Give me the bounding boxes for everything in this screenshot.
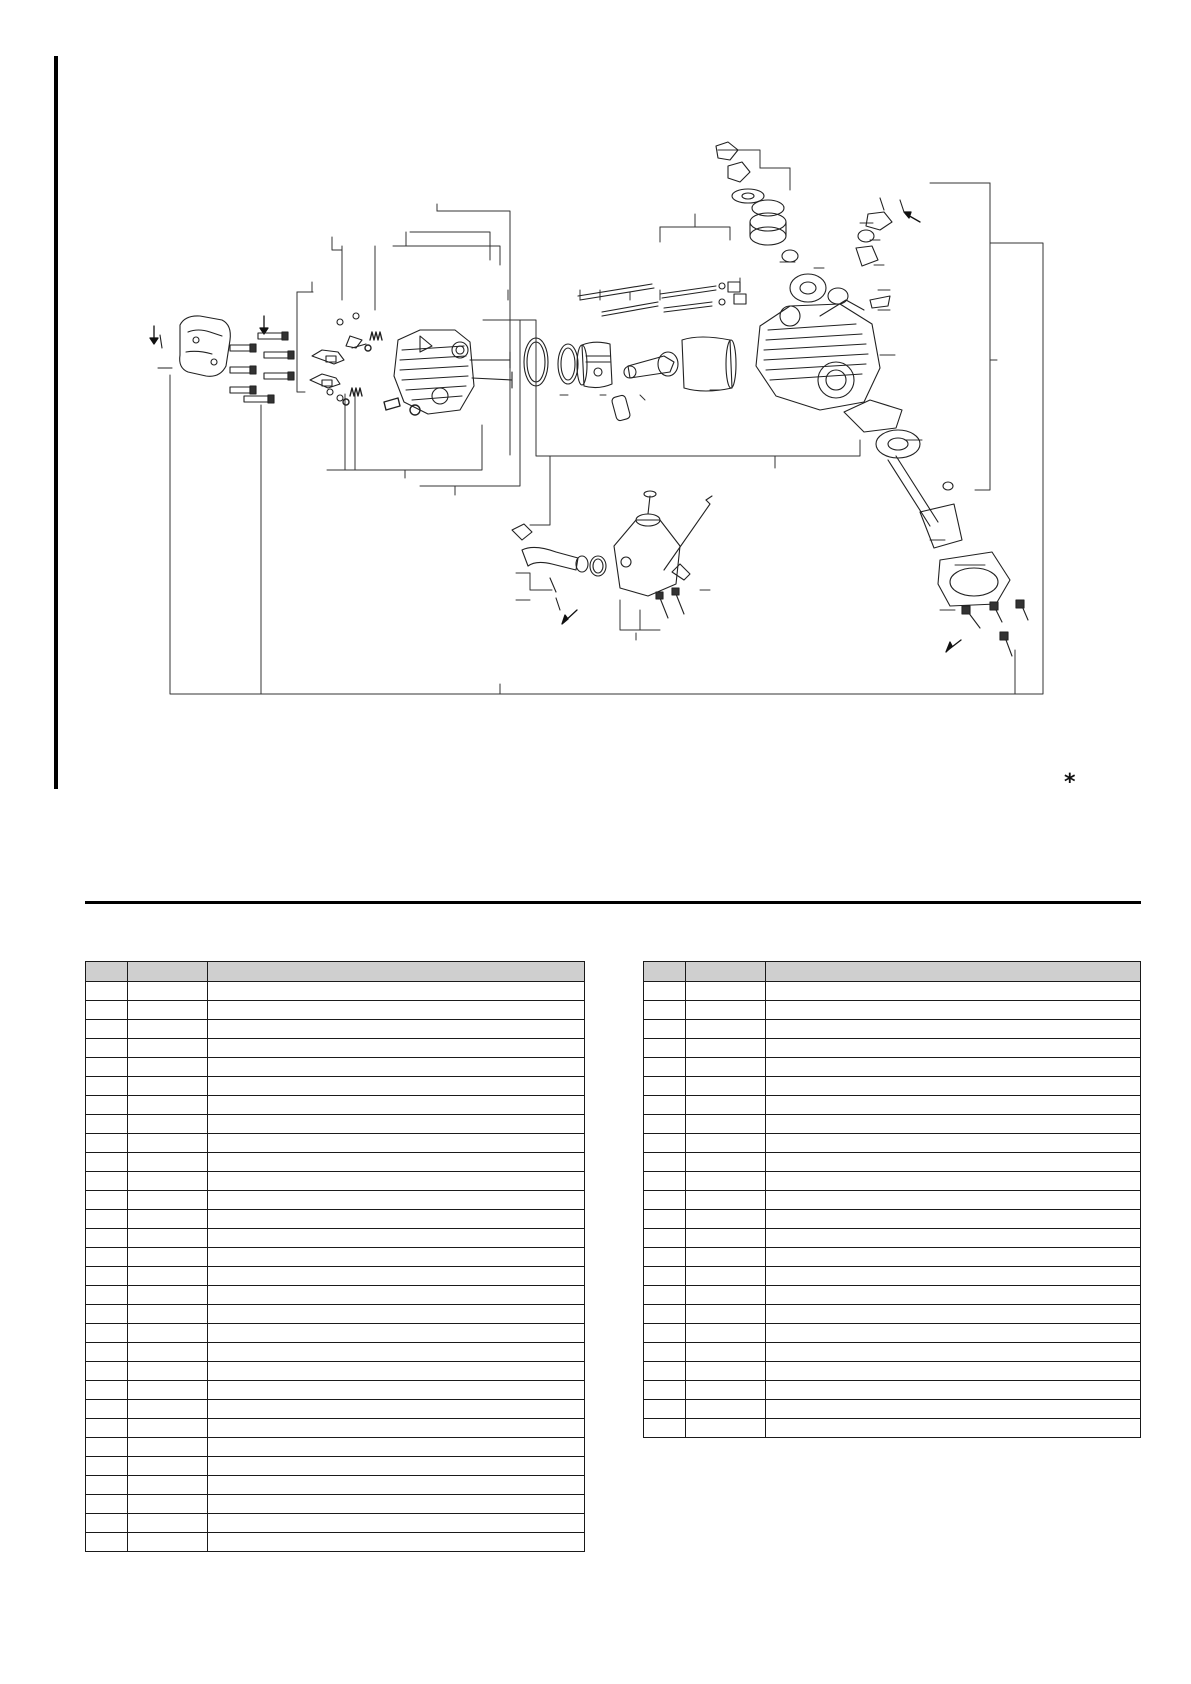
intake-o-ring <box>590 556 606 576</box>
cell-description <box>766 1172 1141 1191</box>
cell-no <box>644 1381 686 1400</box>
cell-no <box>644 1153 686 1172</box>
cell-code <box>686 1096 766 1115</box>
cell-code <box>128 1286 208 1305</box>
table-row <box>644 1419 1141 1438</box>
table-row <box>644 1115 1141 1134</box>
cell-code <box>686 1001 766 1020</box>
cylinder-liner <box>682 337 736 391</box>
table-row <box>86 1096 585 1115</box>
cell-description <box>766 1210 1141 1229</box>
cell-description <box>766 1058 1141 1077</box>
table-row <box>644 1381 1141 1400</box>
piston-rings <box>558 344 578 384</box>
cell-no <box>86 1343 128 1362</box>
cell-no <box>644 1419 686 1438</box>
cell-no <box>86 1286 128 1305</box>
cell-no <box>86 1096 128 1115</box>
piston-pin <box>611 395 631 422</box>
crankshaft <box>888 456 962 548</box>
cell-description <box>208 1039 585 1058</box>
cell-code <box>686 1077 766 1096</box>
header-description <box>766 962 1141 982</box>
table-row <box>86 1001 585 1020</box>
cell-description <box>766 1362 1141 1381</box>
cell-description <box>766 1400 1141 1419</box>
cell-description <box>766 1343 1141 1362</box>
cell-description <box>208 1343 585 1362</box>
cell-description <box>208 1267 585 1286</box>
table-row <box>86 1381 585 1400</box>
cell-description <box>208 1172 585 1191</box>
cell-no <box>644 1210 686 1229</box>
cell-description <box>208 1153 585 1172</box>
cell-code <box>128 1248 208 1267</box>
cell-code <box>686 1305 766 1324</box>
cell-code <box>686 1191 766 1210</box>
cell-code <box>128 982 208 1001</box>
piston <box>577 342 612 387</box>
cell-code <box>686 1058 766 1077</box>
cell-code <box>686 1343 766 1362</box>
table-row <box>86 1191 585 1210</box>
carburetor-screws <box>550 578 684 618</box>
cell-no <box>644 1058 686 1077</box>
cell-no <box>86 1400 128 1419</box>
table-body-left <box>86 982 585 1552</box>
cell-code <box>128 1058 208 1077</box>
cell-code <box>128 1115 208 1134</box>
cam-gear <box>750 200 786 245</box>
exploded-engine-diagram <box>0 0 1191 760</box>
cell-description <box>208 1400 585 1419</box>
cell-no <box>86 1495 128 1514</box>
cell-no <box>86 1324 128 1343</box>
cell-code <box>686 1286 766 1305</box>
table-row <box>86 1248 585 1267</box>
table-row <box>86 1419 585 1438</box>
cell-description <box>208 1115 585 1134</box>
cell-code <box>128 1400 208 1419</box>
table-row <box>86 1495 585 1514</box>
rocker-cover <box>158 316 230 376</box>
cell-code <box>128 1533 208 1552</box>
parts-list-table-left <box>85 961 585 1552</box>
table-row <box>644 1343 1141 1362</box>
cell-description <box>208 1495 585 1514</box>
table-row <box>86 1134 585 1153</box>
cell-code <box>128 1267 208 1286</box>
table-row <box>86 1229 585 1248</box>
cell-no <box>644 1286 686 1305</box>
cell-description <box>208 1457 585 1476</box>
header-code <box>686 962 766 982</box>
cell-no <box>644 1134 686 1153</box>
table-row <box>644 1077 1141 1096</box>
pushrods <box>578 282 746 316</box>
cell-code <box>128 1381 208 1400</box>
cell-no <box>644 1400 686 1419</box>
connecting-rod <box>624 352 678 378</box>
section-divider <box>85 901 1141 904</box>
cell-code <box>128 1077 208 1096</box>
table-row <box>644 1058 1141 1077</box>
cell-code <box>128 1172 208 1191</box>
rear-housing <box>938 552 1010 606</box>
cell-description <box>766 1324 1141 1343</box>
table-row <box>86 1267 585 1286</box>
table-row <box>86 1343 585 1362</box>
note-asterisk: * <box>1064 770 1076 795</box>
cell-description <box>208 1419 585 1438</box>
cell-code <box>686 1400 766 1419</box>
cell-no <box>86 1438 128 1457</box>
cell-code <box>686 1134 766 1153</box>
cell-no <box>644 1324 686 1343</box>
table-row <box>86 1362 585 1381</box>
cell-code <box>128 1153 208 1172</box>
cell-no <box>644 1172 686 1191</box>
header-description <box>208 962 585 982</box>
cell-description <box>208 1058 585 1077</box>
table-row <box>644 1001 1141 1020</box>
table-row <box>86 1476 585 1495</box>
table-row <box>86 1058 585 1077</box>
cell-description <box>208 1096 585 1115</box>
table-row <box>644 1324 1141 1343</box>
table-row <box>644 1172 1141 1191</box>
table-row <box>644 1362 1141 1381</box>
table-row <box>644 1400 1141 1419</box>
cell-no <box>86 1058 128 1077</box>
cell-no <box>644 1229 686 1248</box>
table-row <box>86 1115 585 1134</box>
header-code <box>128 962 208 982</box>
cell-description <box>208 1229 585 1248</box>
table-row <box>86 1533 585 1552</box>
cell-no <box>86 1001 128 1020</box>
header-no <box>644 962 686 982</box>
cell-code <box>128 1343 208 1362</box>
cell-description <box>208 1514 585 1533</box>
cell-code <box>686 1419 766 1438</box>
table-row <box>644 1210 1141 1229</box>
cell-no <box>86 1191 128 1210</box>
cell-description <box>208 1077 585 1096</box>
cell-no <box>86 1039 128 1058</box>
cell-no <box>86 1020 128 1039</box>
cell-no <box>86 1381 128 1400</box>
cell-no <box>86 1514 128 1533</box>
cell-description <box>208 1191 585 1210</box>
cell-description <box>766 1115 1141 1134</box>
table-header-row <box>644 962 1141 982</box>
table-row <box>644 1286 1141 1305</box>
cell-description <box>766 1381 1141 1400</box>
table-row <box>86 1172 585 1191</box>
cell-description <box>766 1134 1141 1153</box>
cell-description <box>208 1438 585 1457</box>
prop-nut <box>716 142 764 203</box>
carburetor <box>614 491 712 596</box>
rear-bolts <box>962 600 1028 656</box>
cell-description <box>766 1077 1141 1096</box>
cell-description <box>208 1324 585 1343</box>
table-row <box>86 1077 585 1096</box>
cell-code <box>128 1495 208 1514</box>
cell-code <box>128 1020 208 1039</box>
cell-code <box>686 1039 766 1058</box>
table-row <box>644 1153 1141 1172</box>
table-row <box>86 1039 585 1058</box>
table-row <box>644 982 1141 1001</box>
cell-description <box>766 1191 1141 1210</box>
cell-no <box>86 1210 128 1229</box>
cell-no <box>644 1115 686 1134</box>
table-row <box>86 1210 585 1229</box>
rear-bearing <box>876 430 920 458</box>
cell-description <box>766 1096 1141 1115</box>
cell-code <box>686 1020 766 1039</box>
cell-description <box>766 982 1141 1001</box>
table-row <box>86 1438 585 1457</box>
cell-no <box>644 1001 686 1020</box>
table-row <box>644 1229 1141 1248</box>
cell-no <box>644 1362 686 1381</box>
cell-description <box>766 1305 1141 1324</box>
cell-description <box>208 1381 585 1400</box>
cell-no <box>86 1077 128 1096</box>
intake-manifold <box>512 524 588 572</box>
cell-description <box>766 1286 1141 1305</box>
leader-lines <box>170 150 1043 694</box>
bearings <box>782 230 874 304</box>
cell-no <box>86 1134 128 1153</box>
table-row <box>86 1020 585 1039</box>
cell-no <box>644 1039 686 1058</box>
cell-code <box>686 1172 766 1191</box>
cell-no <box>644 1343 686 1362</box>
cell-description <box>766 1039 1141 1058</box>
cell-code <box>128 1191 208 1210</box>
table-row <box>644 1134 1141 1153</box>
cell-code <box>686 1210 766 1229</box>
rear-cover-gasket <box>844 400 902 432</box>
cell-description <box>208 1248 585 1267</box>
table-row <box>644 1020 1141 1039</box>
cell-no <box>644 1020 686 1039</box>
cell-code <box>686 1381 766 1400</box>
cell-description <box>766 1419 1141 1438</box>
valves <box>470 352 512 388</box>
cell-code <box>128 1362 208 1381</box>
table-row <box>86 1514 585 1533</box>
cell-no <box>86 982 128 1001</box>
cylinder-head <box>394 330 474 414</box>
table-row <box>86 1324 585 1343</box>
table-header-row <box>86 962 585 982</box>
cell-no <box>644 1096 686 1115</box>
cell-code <box>686 1324 766 1343</box>
cell-description <box>766 1229 1141 1248</box>
cell-description <box>208 1533 585 1552</box>
arrow-markers <box>150 212 961 652</box>
cell-no <box>644 1248 686 1267</box>
cell-code <box>128 1438 208 1457</box>
cell-code <box>128 1457 208 1476</box>
table-row <box>86 1286 585 1305</box>
table-row <box>644 1039 1141 1058</box>
cell-code <box>686 1362 766 1381</box>
cell-description <box>208 1362 585 1381</box>
table-row <box>86 1457 585 1476</box>
cell-no <box>644 982 686 1001</box>
cell-code <box>128 1476 208 1495</box>
table-row <box>644 1191 1141 1210</box>
cell-description <box>208 1001 585 1020</box>
cell-no <box>86 1248 128 1267</box>
cell-description <box>208 1134 585 1153</box>
cell-code <box>128 1039 208 1058</box>
cell-no <box>86 1172 128 1191</box>
table-row <box>644 1305 1141 1324</box>
cell-code <box>686 1267 766 1286</box>
table-row <box>644 1267 1141 1286</box>
cell-code <box>686 1229 766 1248</box>
cell-code <box>128 1001 208 1020</box>
parts-list-table-right <box>643 961 1141 1438</box>
header-no <box>86 962 128 982</box>
cell-no <box>86 1533 128 1552</box>
cell-no <box>86 1476 128 1495</box>
cell-description <box>766 1001 1141 1020</box>
breather-assembly <box>856 198 904 308</box>
cell-code <box>128 1514 208 1533</box>
cell-description <box>208 1020 585 1039</box>
cell-code <box>686 982 766 1001</box>
cell-code <box>128 1305 208 1324</box>
table-row <box>86 982 585 1001</box>
table-row <box>86 1305 585 1324</box>
cell-description <box>208 1286 585 1305</box>
cell-no <box>86 1457 128 1476</box>
table-row <box>86 1153 585 1172</box>
crankcase <box>756 300 880 410</box>
table-row <box>644 1096 1141 1115</box>
table-body-right <box>644 982 1141 1438</box>
cell-code <box>686 1153 766 1172</box>
table-row <box>86 1400 585 1419</box>
cell-code <box>128 1229 208 1248</box>
cell-description <box>766 1020 1141 1039</box>
cell-code <box>686 1115 766 1134</box>
cell-description <box>208 1210 585 1229</box>
head-bolts <box>230 332 294 403</box>
table-row <box>644 1248 1141 1267</box>
cell-code <box>128 1419 208 1438</box>
cell-code <box>128 1134 208 1153</box>
cell-code <box>686 1248 766 1267</box>
cell-description <box>208 1476 585 1495</box>
cell-description <box>766 1248 1141 1267</box>
cell-description <box>766 1153 1141 1172</box>
rocker-arms <box>310 313 366 401</box>
cell-no <box>644 1191 686 1210</box>
cell-description <box>208 1305 585 1324</box>
cell-description <box>766 1267 1141 1286</box>
cell-code <box>128 1210 208 1229</box>
cell-no <box>86 1267 128 1286</box>
cell-no <box>86 1419 128 1438</box>
cell-no <box>644 1077 686 1096</box>
cell-no <box>86 1229 128 1248</box>
cell-no <box>86 1305 128 1324</box>
cell-no <box>86 1115 128 1134</box>
cell-description <box>208 982 585 1001</box>
cell-no <box>644 1305 686 1324</box>
cell-no <box>644 1267 686 1286</box>
cell-no <box>86 1362 128 1381</box>
cell-code <box>128 1324 208 1343</box>
cell-code <box>128 1096 208 1115</box>
cell-no <box>86 1153 128 1172</box>
